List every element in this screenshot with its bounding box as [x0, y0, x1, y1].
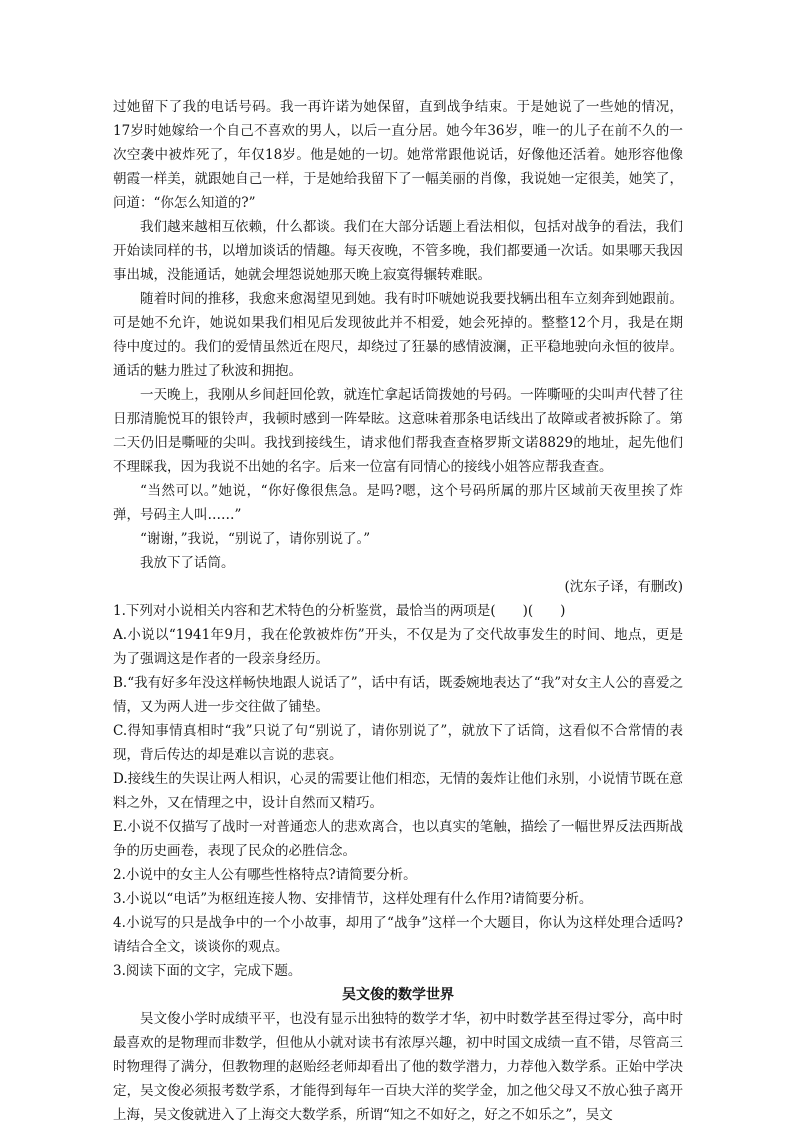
reading-instruction: 3.阅读下面的文字，完成下题。: [113, 963, 302, 979]
story-paragraph-3: 随着时间的推移，我愈来愈渴望见到她。我有时吓唬她说我要找辆出租车立刻奔到她跟前。可是她不允许，她说如果我们相见后发现彼此并不相爱，她会死掉的。整整12个月，我是在期待中度过的。我们的爱情虽然近在咫尺，却绕过了狂暴的感情波澜，正平稳地驶向永恒的彼岸。通话的魅力胜过了秋波和拥抱。: [113, 291, 683, 379]
article-paragraph-1: 吴文俊小学时成绩平平，也没有显示出独特的数学才华，初中时数学甚至得过零分，高中时最喜欢的是物理而非数学，但他从小就对读书有浓厚兴趣，初中时国文成绩一直不错，尽管高三时物理得了满分，但教物理的赵贻经老师却看出了他的数学潜力，力荐他入数学系。正始中学决定，吴文俊必须报考数学系，才能得到每年一百块大洋的奖学金，加之他父母又不放心独子离开上海，吴文俊就进入了上海交大数学系，所谓“知之不如好之，好之不如乐之”，吴文: [113, 1011, 683, 1123]
story-paragraph-7: 我放下了话筒。: [140, 555, 235, 571]
story-paragraph-5: “当然可以。”她说，“你好像很焦急。是吗?嗯，这个号码所属的那片区域前天夜里挨了炸弹，号码主人叫……”: [113, 483, 683, 523]
question-3: 3.小说以“电话”为枢纽连接人物、安排情节，这样处理有什么作用?请简要分析。: [113, 891, 593, 907]
document-page: [113, 95, 683, 1127]
story-paragraph-1: 过她留下了我的电话号码。我一再许诺为她保留，直到战争结束。于是她说了一些她的情况，17岁时她嫁给一个自己不喜欢的男人，以后一直分居。她今年36岁，唯一的儿子在前不久的一次空袭中被炸死了，年仅18岁。他是她的一切。她常常跟他说话，好像他还活着。她形容他像朝霞一样美，就跟她自己一样，于是她给我留下了一幅美丽的肖像，我说她一定很美，她笑了，问道：“你怎么知道的?”: [113, 99, 683, 211]
option-b: B.“我有好多年没这样畅快地跟人说话了”，话中有话，既委婉地表达了“我”对女主人公的喜爱之情，又为两人进一步交往做了铺垫。: [113, 675, 683, 715]
question-2: 2.小说中的女主人公有哪些性格特点?请简要分析。: [113, 867, 417, 883]
story-paragraph-4: 一天晚上，我刚从乡间赶回伦敦，就连忙拿起话筒拨她的号码。一阵嘶哑的尖叫声代替了往日那清脆悦耳的银铃声，我顿时感到一阵晕眩。这意味着那条电话线出了故障或者被拆除了。第二天仍旧是嘶哑的尖叫。我找到接线生，请求他们帮我查查格罗斯文诺8829的地址，起先他们不理睬我，因为我说不出她的名字。后来一位富有同情心的接线小姐答应帮我查查。: [113, 387, 683, 475]
option-d: D.接线生的失误让两人相识，心灵的需要让他们相恋，无情的轰炸让他们永别，小说情节既在意料之外，又在情理之中，设计自然而又精巧。: [113, 771, 683, 811]
article-title: 吴文俊的数学世界: [342, 987, 454, 1003]
option-c: C.得知事情真相时“我”只说了句“别说了，请你别说了”，就放下了话筒，这看似不合常情的表现，背后传达的却是难以言说的悲哀。: [113, 723, 683, 763]
story-paragraph-2: 我们越来越相互依赖，什么都谈。我们在大部分话题上看法相似，包括对战争的看法，我们开始读同样的书，以增加谈话的情趣。每天夜晚，不管多晚，我们都要通一次话。如果哪天我因事出城，没能通话，她就会埋怨说她那天晚上寂寞得辗转难眠。: [113, 219, 683, 283]
option-e: E.小说不仅描写了战时一对普通恋人的悲欢离合，也以真实的笔触，描绘了一幅世界反法西斯战争的历史画卷，表现了民众的必胜信念。: [113, 819, 683, 859]
story-paragraph-6: “谢谢，”我说，“别说了，请你别说了。”: [140, 531, 371, 547]
translator-credit: (沈东子译，有删改): [564, 579, 683, 595]
question-1: 1.下列对小说相关内容和艺术特色的分析鉴赏，最恰当的两项是( )( ): [113, 603, 566, 619]
question-4: 4.小说写的只是战争中的一个小故事，却用了“战争”这样一个大题目，你认为这样处理合适吗?请结合全文，谈谈你的观点。: [113, 915, 683, 955]
option-a: A.小说以“1941年9月，我在伦敦被炸伤”开头，不仅是为了交代故事发生的时间、地点，更是为了强调这是作者的一段亲身经历。: [113, 627, 683, 667]
